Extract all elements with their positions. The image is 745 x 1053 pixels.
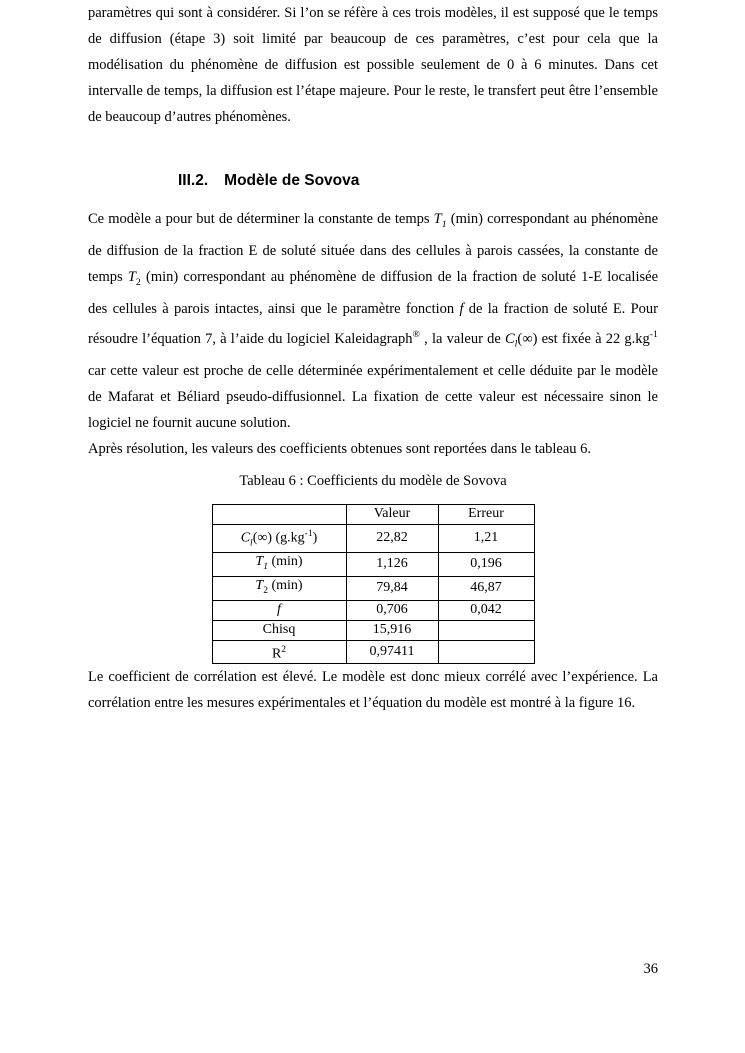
row-erreur: 0,196: [438, 552, 534, 576]
page-number: 36: [643, 961, 658, 977]
table-row: [212, 524, 534, 552]
table-row: [212, 620, 534, 640]
row-valeur: 22,82: [346, 524, 438, 552]
row-valeur: 0,97411: [346, 640, 438, 664]
table-header-valeur: Valeur: [346, 504, 438, 524]
row-label: $R^2$: [212, 640, 346, 664]
table-header-empty: [212, 504, 346, 524]
row-label: f: [212, 600, 346, 620]
paragraph-intro: paramètres qui sont à considérer. Si l’on se réfère à ces trois modèles, il est supposé que le temps de diffusion (étape 3) soit limité par beaucoup de ces paramètres, c’est pour cela que la modélisation du phénomène de diffusion est possible seulement de 0 à 6 minutes. Dans cet intervalle de temps, la diffusion est l’étape majeure. Pour le reste, le transfert peut être l’ensemble de beaucoup d’autres phénomènes.: [88, 5, 658, 125]
section-heading: [88, 170, 658, 192]
row-label: $C_l(\infty)$ $(g.kg^{-1})$: [212, 524, 346, 552]
row-erreur: 46,87: [438, 576, 534, 600]
table-caption: Tableau 6 : Coefficients du modèle de Sovova: [239, 472, 507, 489]
table-header-row: [212, 504, 534, 524]
row-erreur: [438, 620, 534, 640]
row-valeur: 79,84: [346, 576, 438, 600]
paragraph-model-description: Ce modèle a pour but de déterminer la constante de temps $T_1$ (min) correspondant au phénomène de diffusion de la fraction E de soluté située dans des cellules à parois cassées, la constante de temps $T_2$ (min) correspondant au phénomène de diffusion de la fraction de soluté 1-E localisée des cellules à parois intactes, ainsi que le paramètre fonction f de la fraction de soluté E. Pour résoudre l’équation 7, à l’aide du logiciel Kaleidagraph® , la valeur de $C_l(\infty)$ est fixée à 22 $g.kg^{-1}$ car cette valeur est proche de celle déterminée expérimentalement et celle déduite par le modèle de Mafarat et Béliard pseudo-diffusionnel. La fixation de cette valeur est nécessaire sinon le logiciel ne fournit aucune solution.: [88, 211, 659, 431]
section-number: III.2.: [178, 172, 209, 189]
table-row: [212, 600, 534, 620]
row-erreur: 0,042: [438, 600, 534, 620]
row-erreur: [438, 640, 534, 664]
paragraph-results-intro: Après résolution, les valeurs des coefficients obtenues sont reportées dans le tableau 6.: [88, 440, 592, 457]
section-title: Modèle de Sovova: [224, 172, 360, 189]
table-row: [212, 576, 534, 600]
row-label: Chisq: [212, 620, 346, 640]
paragraph-conclusion: Le coefficient de corrélation est élevé. Le modèle est donc mieux corrélé avec l’expérience. La corrélation entre les mesures expérimentales et l’équation du modèle est montré à la figure 16.: [88, 669, 658, 712]
table-header-erreur: Erreur: [438, 504, 534, 524]
coefficients-table: [212, 504, 535, 665]
row-valeur: 15,916: [346, 620, 438, 640]
row-label: $T_2$ (min): [212, 576, 346, 600]
page-content: [88, 0, 658, 716]
row-valeur: 0,706: [346, 600, 438, 620]
row-valeur: 1,126: [346, 552, 438, 576]
table-row: [212, 640, 534, 664]
table-row: [212, 552, 534, 576]
row-erreur: 1,21: [438, 524, 534, 552]
row-label: $T_1$ (min): [212, 552, 346, 576]
